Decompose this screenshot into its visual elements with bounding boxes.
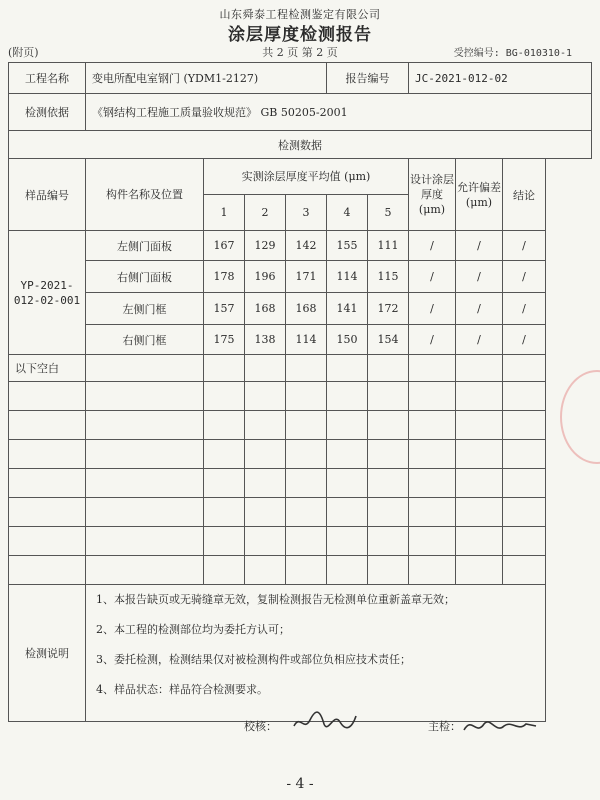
value-cell: 175	[204, 325, 245, 355]
empty-row	[9, 498, 592, 527]
conclusion-cell: /	[503, 293, 546, 325]
section-title: 检测数据	[9, 131, 592, 159]
value-cell: 114	[327, 261, 368, 293]
value-cell: 168	[245, 293, 286, 325]
table-row	[9, 231, 592, 261]
value-cell: 111	[368, 231, 409, 261]
page-info: 共 2 页 第 2 页	[262, 46, 338, 59]
component-name: 左侧门框	[86, 293, 204, 325]
table-row	[9, 293, 592, 325]
company-name: 山东舜泰工程检测鉴定有限公司	[219, 8, 381, 21]
design-cell: /	[409, 293, 456, 325]
report-no-value: JC-2021-012-02	[409, 63, 592, 94]
col-tolerance-header: 允许偏差 (μm)	[456, 159, 503, 231]
table-row	[9, 325, 592, 355]
value-cell: 167	[204, 231, 245, 261]
value-cell: 115	[368, 261, 409, 293]
sub-col-5: 5	[368, 195, 409, 231]
page-number: - 4 -	[286, 776, 314, 792]
component-name: 右侧门面板	[86, 261, 204, 293]
value-cell: 142	[286, 231, 327, 261]
tolerance-cell: /	[456, 231, 503, 261]
empty-row	[9, 382, 592, 411]
value-cell: 168	[286, 293, 327, 325]
appendix-label: (附页)	[8, 46, 39, 59]
basis-label: 检测依据	[9, 94, 86, 131]
checker-label: 校核：	[244, 720, 277, 733]
sub-col-4: 4	[327, 195, 368, 231]
project-label: 工程名称	[9, 63, 86, 94]
table-row	[9, 355, 592, 382]
design-cell: /	[409, 231, 456, 261]
report-title: 涂层厚度检测报告	[228, 25, 372, 45]
note-item: 1、本报告缺页或无骑缝章无效，复制检测报告无检测单位重新盖章无效；	[96, 593, 455, 606]
value-cell: 172	[368, 293, 409, 325]
col-conclusion-header: 结论	[503, 159, 546, 231]
conclusion-cell: /	[503, 325, 546, 355]
empty-row	[9, 411, 592, 440]
conclusion-cell: /	[503, 261, 546, 293]
empty-row	[9, 469, 592, 498]
value-cell: 196	[245, 261, 286, 293]
value-cell: 138	[245, 325, 286, 355]
report-table	[8, 62, 592, 722]
sub-col-3: 3	[286, 195, 327, 231]
blank-note: 以下空白	[9, 355, 86, 382]
col-measured-header: 实测涂层厚度平均值 (μm)	[204, 159, 409, 195]
component-name: 左侧门面板	[86, 231, 204, 261]
value-cell: 154	[368, 325, 409, 355]
component-name: 右侧门框	[86, 325, 204, 355]
col-design-header: 设计涂层厚度 (μm)	[409, 159, 456, 231]
table-row	[9, 261, 592, 293]
tolerance-cell: /	[456, 325, 503, 355]
col-component-header: 构件名称及位置	[86, 159, 204, 231]
checker-signature	[290, 706, 360, 736]
note-item: 3、委托检测，检测结果仅对被检测构件或部位负相应技术责任；	[96, 653, 411, 666]
empty-row	[9, 556, 592, 585]
value-cell: 178	[204, 261, 245, 293]
empty-row	[9, 527, 592, 556]
value-cell: 171	[286, 261, 327, 293]
design-cell: /	[409, 325, 456, 355]
project-value: 变电所配电室钢门 (YDM1-2127)	[86, 63, 327, 94]
basis-value: 《钢结构工程施工质量验收规范》 GB 50205-2001	[86, 94, 592, 131]
notes-label: 检测说明	[9, 585, 86, 722]
note-item: 2、本工程的检测部位均为委托方认可；	[96, 623, 290, 636]
value-cell: 157	[204, 293, 245, 325]
sub-col-1: 1	[204, 195, 245, 231]
inspector-signature	[460, 712, 540, 738]
sub-col-2: 2	[245, 195, 286, 231]
notes-block	[86, 585, 546, 722]
empty-row	[9, 440, 592, 469]
tolerance-cell: /	[456, 261, 503, 293]
sample-id: YP-2021-012-02-001	[9, 231, 86, 355]
value-cell: 141	[327, 293, 368, 325]
design-cell: /	[409, 261, 456, 293]
note-item: 4、样品状态：样品符合检测要求。	[96, 683, 268, 696]
value-cell: 114	[286, 325, 327, 355]
inspector-label: 主检：	[428, 720, 461, 733]
value-cell: 155	[327, 231, 368, 261]
col-sample-header: 样品编号	[9, 159, 86, 231]
conclusion-cell: /	[503, 231, 546, 261]
report-no-label: 报告编号	[327, 63, 409, 94]
tolerance-cell: /	[456, 293, 503, 325]
value-cell: 150	[327, 325, 368, 355]
control-number: 受控编号: BG-010310-1	[453, 48, 572, 59]
value-cell: 129	[245, 231, 286, 261]
